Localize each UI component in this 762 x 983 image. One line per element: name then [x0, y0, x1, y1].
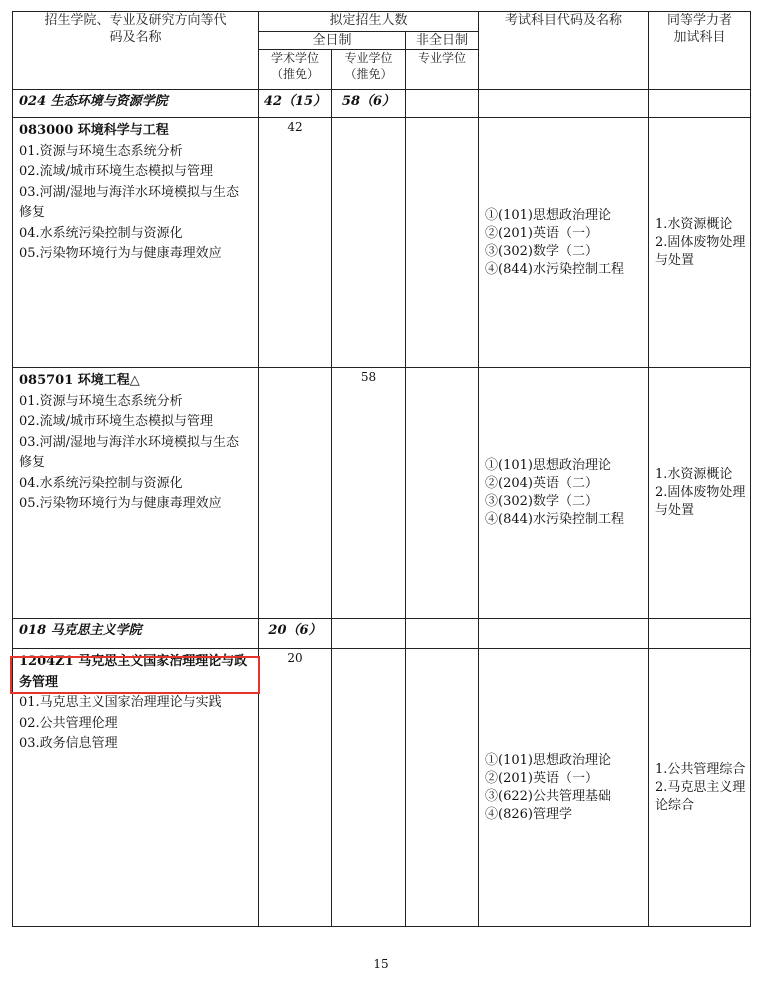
subject-item: ①(101)思想政治理论	[485, 752, 611, 768]
major-title: 085701 环境工程△	[19, 373, 140, 388]
header-parttime: 非全日制	[406, 32, 479, 50]
direction-item: 03.河湖/湿地与海洋水环境模拟与生态修复	[19, 434, 240, 470]
direction-item: 04.水系统污染控制与资源化	[19, 225, 183, 241]
header-exam: 考试科目代码及名称	[479, 12, 649, 90]
extra-item: 1.水资源概论	[655, 216, 733, 232]
header-extra: 同等学力者加试科目	[649, 12, 751, 90]
direction-item: 02.公共管理伦理	[19, 715, 118, 731]
subject-item: ④(844)水污染控制工程	[485, 261, 624, 277]
college-academic-count: 20（6）	[259, 619, 332, 649]
header-major: 招生学院、专业及研究方向等代码及名称	[13, 12, 259, 90]
college-academic-count: 42（15）	[259, 90, 332, 118]
extra-subjects	[649, 368, 751, 619]
subject-item: ③(622)公共管理基础	[485, 788, 611, 804]
major-cell	[13, 368, 259, 619]
direction-item: 04.水系统污染控制与资源化	[19, 475, 183, 491]
exam-subjects	[479, 649, 649, 927]
major-academic-quota	[259, 368, 332, 619]
header-plan: 拟定招生人数	[259, 12, 479, 32]
header-fulltime: 全日制	[259, 32, 406, 50]
page-number: 15	[373, 957, 389, 971]
major-title: 1204Z1 马克思主义国家治理理论与政务管理	[19, 654, 248, 690]
extra-subjects	[649, 118, 751, 368]
major-title: 083000 环境科学与工程	[19, 123, 169, 138]
extra-item: 2.固体废物处理与处置	[655, 234, 746, 268]
major-academic-quota: 42	[259, 118, 332, 368]
major-cell	[13, 118, 259, 368]
direction-item: 05.污染物环境行为与健康毒理效应	[19, 496, 222, 511]
major-professional-quota: 58	[332, 368, 406, 619]
direction-item: 02.流域/城市环境生态模拟与管理	[19, 414, 214, 429]
major-professional-quota	[332, 118, 406, 368]
extra-item: 1.公共管理综合	[655, 761, 746, 777]
college-professional-count	[332, 619, 406, 649]
subject-item: ④(826)管理学	[485, 806, 572, 822]
college-name: 024 生态环境与资源学院	[13, 90, 259, 118]
direction-item: 01.资源与环境生态系统分析	[19, 143, 183, 159]
extra-item: 2.马克思主义理论综合	[655, 779, 746, 813]
extra-item: 2.固体废物处理与处置	[655, 485, 746, 518]
extra-item: 1.水资源概论	[655, 467, 733, 482]
direction-item: 02.流域/城市环境生态模拟与管理	[19, 164, 214, 179]
direction-item: 01.马克思主义国家治理理论与实践	[19, 695, 222, 710]
college-name: 018 马克思主义学院	[13, 619, 259, 649]
direction-item: 05.污染物环境行为与健康毒理效应	[19, 246, 222, 261]
direction-item: 01.资源与环境生态系统分析	[19, 393, 183, 409]
college-professional-count: 58（6）	[332, 90, 406, 118]
major-academic-quota: 20	[259, 649, 332, 927]
exam-subjects	[479, 368, 649, 619]
enrollment-table	[12, 11, 751, 927]
exam-subjects	[479, 118, 649, 368]
major-professional-quota	[332, 649, 406, 927]
subject-item: ③(302)数学（二）	[485, 243, 598, 259]
header-parttime-pro: 专业学位	[406, 50, 479, 90]
subject-item: ①(101)思想政治理论	[485, 207, 611, 223]
subject-item: ①(101)思想政治理论	[485, 458, 611, 473]
major-cell	[13, 649, 259, 927]
direction-item: 03.政务信息管理	[19, 736, 118, 751]
direction-item: 03.河湖/湿地与海洋水环境模拟与生态修复	[19, 184, 240, 220]
subject-item: ④(844)水污染控制工程	[485, 512, 624, 527]
subject-item: ②(201)英语（一）	[485, 225, 598, 241]
header-academic: 学术学位（推免）	[259, 50, 332, 90]
subject-item: ③(302)数学（二）	[485, 494, 598, 509]
subject-item: ②(201)英语（一）	[485, 770, 598, 786]
extra-subjects	[649, 649, 751, 927]
subject-item: ②(204)英语（二）	[485, 476, 598, 491]
header-professional: 专业学位（推免）	[332, 50, 406, 90]
